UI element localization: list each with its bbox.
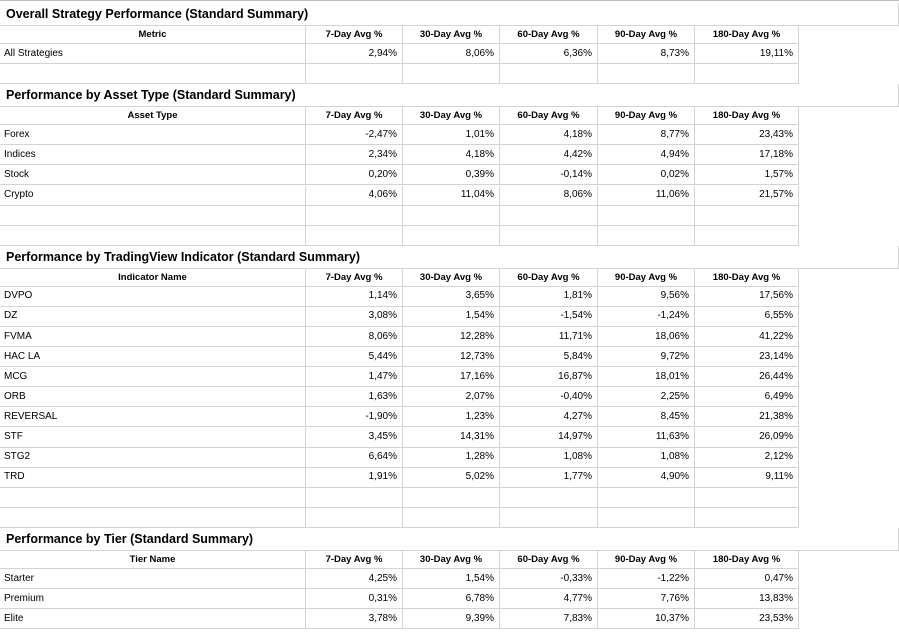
value-cell[interactable]: 1,47% [306, 367, 403, 387]
value-cell[interactable]: 1,08% [598, 448, 695, 468]
value-cell[interactable]: 17,56% [695, 287, 799, 307]
blank-row [0, 64, 899, 84]
value-cell[interactable]: 1,54% [403, 569, 500, 589]
value-cell[interactable]: 41,22% [695, 327, 799, 347]
table-row [0, 145, 899, 165]
empty-cell[interactable] [695, 206, 799, 226]
column-header[interactable]: 90-Day Avg % [598, 107, 695, 125]
section-title[interactable]: Performance by TradingView Indicator (Standard Summary) [0, 246, 899, 269]
value-cell[interactable]: 8,45% [598, 407, 695, 427]
empty-cell[interactable] [306, 226, 403, 246]
column-header[interactable]: 60-Day Avg % [500, 551, 598, 569]
value-cell[interactable]: 1,77% [500, 468, 598, 488]
value-cell[interactable]: 2,07% [403, 387, 500, 407]
empty-cell[interactable] [598, 64, 695, 84]
empty-cell[interactable] [0, 508, 306, 528]
empty-cell[interactable] [695, 226, 799, 246]
value-cell[interactable]: 23,14% [695, 347, 799, 367]
value-cell[interactable]: 16,87% [500, 367, 598, 387]
table-row [0, 609, 899, 629]
value-cell[interactable]: 17,18% [695, 145, 799, 165]
table-row [0, 569, 899, 589]
empty-cell[interactable] [0, 64, 306, 84]
value-cell[interactable]: 23,43% [695, 125, 799, 145]
table-row [0, 165, 899, 185]
empty-cell[interactable] [403, 206, 500, 226]
value-cell[interactable]: 8,06% [403, 44, 500, 64]
row-label[interactable]: Indices [0, 145, 306, 165]
grid-top-border [0, 0, 899, 1]
empty-cell[interactable] [598, 226, 695, 246]
table-row [0, 468, 899, 488]
blank-row [0, 508, 899, 528]
column-header-row [0, 26, 899, 44]
blank-row [0, 488, 899, 508]
value-cell[interactable]: 1,81% [500, 287, 598, 307]
value-cell[interactable]: 4,18% [403, 145, 500, 165]
value-cell[interactable]: 14,31% [403, 428, 500, 448]
value-cell[interactable]: 4,42% [500, 145, 598, 165]
column-header[interactable]: 180-Day Avg % [695, 107, 799, 125]
empty-cell[interactable] [306, 508, 403, 528]
value-cell[interactable]: 13,83% [695, 589, 799, 609]
table-row [0, 367, 899, 387]
section-title-row [0, 528, 899, 551]
column-header[interactable]: 30-Day Avg % [403, 551, 500, 569]
row-label[interactable]: MCG [0, 367, 306, 387]
table-row [0, 125, 899, 145]
value-cell[interactable]: 7,76% [598, 589, 695, 609]
row-label[interactable]: DZ [0, 307, 306, 327]
value-cell[interactable]: 4,90% [598, 468, 695, 488]
value-cell[interactable]: 11,06% [598, 186, 695, 206]
table-row [0, 407, 899, 427]
empty-cell[interactable] [0, 226, 306, 246]
value-cell[interactable]: 2,25% [598, 387, 695, 407]
column-header[interactable]: 90-Day Avg % [598, 26, 695, 44]
value-cell[interactable]: 18,06% [598, 327, 695, 347]
table-row [0, 448, 899, 468]
value-cell[interactable]: 3,78% [306, 609, 403, 629]
column-header-row [0, 551, 899, 569]
row-label[interactable]: TRD [0, 468, 306, 488]
value-cell[interactable]: 23,53% [695, 609, 799, 629]
value-cell[interactable]: 4,18% [500, 125, 598, 145]
value-cell[interactable]: 9,56% [598, 287, 695, 307]
value-cell[interactable]: 10,37% [598, 609, 695, 629]
value-cell[interactable]: 5,44% [306, 347, 403, 367]
empty-cell[interactable] [500, 226, 598, 246]
value-cell[interactable]: 9,72% [598, 347, 695, 367]
value-cell[interactable]: 2,34% [306, 145, 403, 165]
value-cell[interactable]: 3,08% [306, 307, 403, 327]
section-title-row [0, 84, 899, 107]
row-label[interactable]: Forex [0, 125, 306, 145]
column-header[interactable]: 30-Day Avg % [403, 107, 500, 125]
empty-cell[interactable] [306, 488, 403, 508]
value-cell[interactable]: -1,22% [598, 569, 695, 589]
section-title-row [0, 3, 899, 26]
value-cell[interactable]: 6,78% [403, 589, 500, 609]
column-header-row [0, 269, 899, 287]
row-label[interactable]: FVMA [0, 327, 306, 347]
value-cell[interactable]: 6,64% [306, 448, 403, 468]
column-header[interactable]: 7-Day Avg % [306, 107, 403, 125]
column-header[interactable]: 30-Day Avg % [403, 269, 500, 287]
value-cell[interactable]: 3,45% [306, 428, 403, 448]
value-cell[interactable]: 11,71% [500, 327, 598, 347]
value-cell[interactable]: 21,57% [695, 186, 799, 206]
column-header[interactable]: 60-Day Avg % [500, 107, 598, 125]
column-header[interactable]: 7-Day Avg % [306, 26, 403, 44]
value-cell[interactable]: 0,20% [306, 165, 403, 185]
value-cell[interactable]: -1,24% [598, 307, 695, 327]
value-cell[interactable]: -0,40% [500, 387, 598, 407]
table-row [0, 327, 899, 347]
section-title-row [0, 246, 899, 269]
column-header[interactable]: Asset Type [0, 107, 306, 125]
table-row [0, 589, 899, 609]
column-header[interactable]: Indicator Name [0, 269, 306, 287]
row-label[interactable]: Crypto [0, 186, 306, 206]
value-cell[interactable]: 1,63% [306, 387, 403, 407]
empty-cell[interactable] [306, 64, 403, 84]
value-cell[interactable]: 5,02% [403, 468, 500, 488]
empty-cell[interactable] [598, 206, 695, 226]
empty-cell[interactable] [500, 206, 598, 226]
value-cell[interactable]: 1,08% [500, 448, 598, 468]
value-cell[interactable]: 3,65% [403, 287, 500, 307]
row-label[interactable]: DVPO [0, 287, 306, 307]
empty-cell[interactable] [695, 64, 799, 84]
column-header[interactable]: 90-Day Avg % [598, 269, 695, 287]
row-label[interactable]: Elite [0, 609, 306, 629]
empty-cell[interactable] [500, 64, 598, 84]
row-label[interactable]: Stock [0, 165, 306, 185]
value-cell[interactable]: 12,73% [403, 347, 500, 367]
value-cell[interactable]: 26,44% [695, 367, 799, 387]
value-cell[interactable]: 17,16% [403, 367, 500, 387]
column-header[interactable]: 7-Day Avg % [306, 269, 403, 287]
empty-cell[interactable] [598, 508, 695, 528]
table-row [0, 44, 899, 64]
row-label[interactable]: STG2 [0, 448, 306, 468]
value-cell[interactable]: 6,55% [695, 307, 799, 327]
table-row [0, 186, 899, 206]
value-cell[interactable]: 1,57% [695, 165, 799, 185]
value-cell[interactable]: 4,06% [306, 186, 403, 206]
value-cell[interactable]: -0,14% [500, 165, 598, 185]
table-row [0, 428, 899, 448]
blank-row [0, 206, 899, 226]
value-cell[interactable]: 0,31% [306, 589, 403, 609]
value-cell[interactable]: -1,54% [500, 307, 598, 327]
value-cell[interactable]: 4,77% [500, 589, 598, 609]
empty-cell[interactable] [0, 206, 306, 226]
value-cell[interactable]: 21,38% [695, 407, 799, 427]
column-header-row [0, 107, 899, 125]
value-cell[interactable]: 5,84% [500, 347, 598, 367]
empty-cell[interactable] [500, 488, 598, 508]
column-header[interactable]: 30-Day Avg % [403, 26, 500, 44]
empty-cell[interactable] [695, 508, 799, 528]
column-header[interactable]: 180-Day Avg % [695, 269, 799, 287]
value-cell[interactable]: 4,27% [500, 407, 598, 427]
value-cell[interactable]: 1,23% [403, 407, 500, 427]
empty-cell[interactable] [403, 226, 500, 246]
column-header[interactable]: Metric [0, 26, 306, 44]
table-row [0, 347, 899, 367]
empty-cell[interactable] [403, 64, 500, 84]
column-header[interactable]: 7-Day Avg % [306, 551, 403, 569]
row-label[interactable]: STF [0, 428, 306, 448]
value-cell[interactable]: 8,73% [598, 44, 695, 64]
value-cell[interactable]: 12,28% [403, 327, 500, 347]
value-cell[interactable]: 1,14% [306, 287, 403, 307]
table-row [0, 387, 899, 407]
value-cell[interactable]: 14,97% [500, 428, 598, 448]
column-header[interactable]: 60-Day Avg % [500, 269, 598, 287]
empty-cell[interactable] [0, 488, 306, 508]
value-cell[interactable]: 8,06% [306, 327, 403, 347]
value-cell[interactable]: 4,94% [598, 145, 695, 165]
row-label[interactable]: All Strategies [0, 44, 306, 64]
column-header[interactable]: 90-Day Avg % [598, 551, 695, 569]
empty-cell[interactable] [403, 508, 500, 528]
blank-row [0, 226, 899, 246]
value-cell[interactable]: 6,36% [500, 44, 598, 64]
value-cell[interactable]: 9,11% [695, 468, 799, 488]
value-cell[interactable]: 1,28% [403, 448, 500, 468]
section-title[interactable]: Overall Strategy Performance (Standard Summary) [0, 3, 899, 26]
value-cell[interactable]: -2,47% [306, 125, 403, 145]
empty-cell[interactable] [598, 488, 695, 508]
value-cell[interactable]: 7,83% [500, 609, 598, 629]
section-title[interactable]: Performance by Tier (Standard Summary) [0, 528, 899, 551]
empty-cell[interactable] [403, 488, 500, 508]
value-cell[interactable]: 11,04% [403, 186, 500, 206]
value-cell[interactable]: 1,54% [403, 307, 500, 327]
value-cell[interactable]: 0,39% [403, 165, 500, 185]
value-cell[interactable]: 1,01% [403, 125, 500, 145]
empty-cell[interactable] [500, 508, 598, 528]
table-row [0, 287, 899, 307]
row-label[interactable]: Starter [0, 569, 306, 589]
value-cell[interactable]: 1,91% [306, 468, 403, 488]
value-cell[interactable]: 18,01% [598, 367, 695, 387]
empty-cell[interactable] [695, 488, 799, 508]
empty-cell[interactable] [306, 206, 403, 226]
value-cell[interactable]: 0,02% [598, 165, 695, 185]
value-cell[interactable]: 0,47% [695, 569, 799, 589]
row-label[interactable]: Premium [0, 589, 306, 609]
value-cell[interactable]: 2,94% [306, 44, 403, 64]
row-label[interactable]: ORB [0, 387, 306, 407]
column-header[interactable]: Tier Name [0, 551, 306, 569]
row-label[interactable]: REVERSAL [0, 407, 306, 427]
value-cell[interactable]: 11,63% [598, 428, 695, 448]
value-cell[interactable]: 19,11% [695, 44, 799, 64]
section-title[interactable]: Performance by Asset Type (Standard Summary) [0, 84, 899, 107]
row-label[interactable]: HAC LA [0, 347, 306, 367]
column-header[interactable]: 180-Day Avg % [695, 26, 799, 44]
value-cell[interactable]: -0,33% [500, 569, 598, 589]
value-cell[interactable]: 6,49% [695, 387, 799, 407]
value-cell[interactable]: -1,90% [306, 407, 403, 427]
value-cell[interactable]: 8,06% [500, 186, 598, 206]
value-cell[interactable]: 9,39% [403, 609, 500, 629]
table-row [0, 307, 899, 327]
value-cell[interactable]: 26,09% [695, 428, 799, 448]
value-cell[interactable]: 4,25% [306, 569, 403, 589]
value-cell[interactable]: 8,77% [598, 125, 695, 145]
value-cell[interactable]: 2,12% [695, 448, 799, 468]
column-header[interactable]: 60-Day Avg % [500, 26, 598, 44]
column-header[interactable]: 180-Day Avg % [695, 551, 799, 569]
